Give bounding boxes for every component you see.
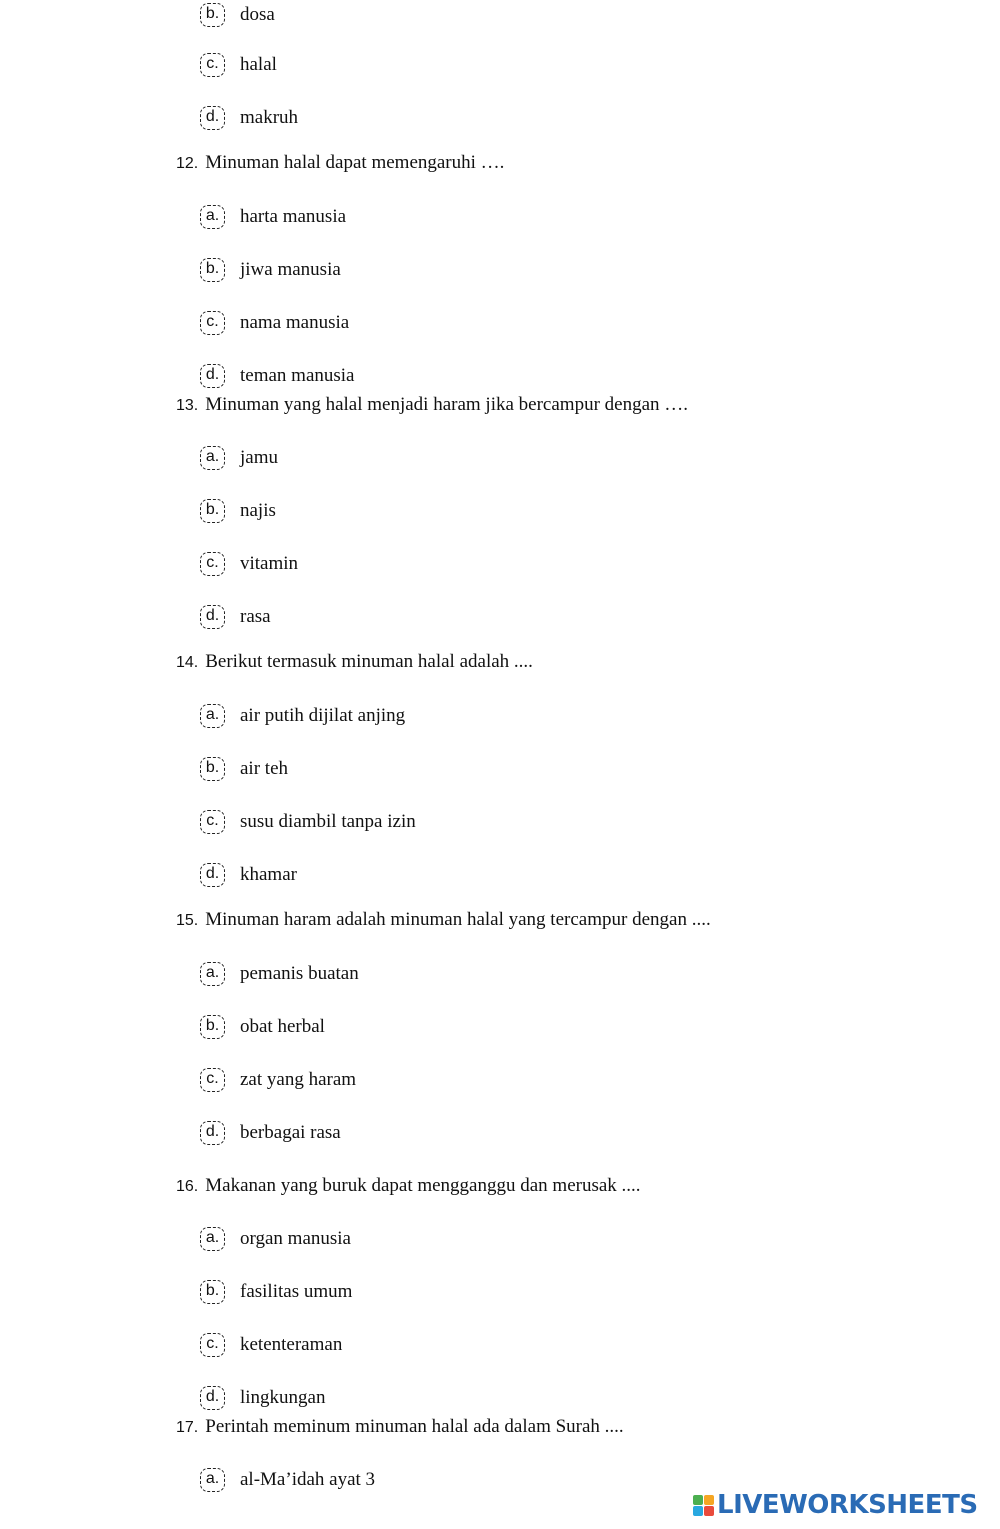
option-text: lingkungan: [240, 1387, 326, 1408]
option-text: vitamin: [240, 553, 299, 574]
option-letter-badge: d.: [200, 1121, 225, 1145]
question-text: Minuman yang halal menjadi haram jika bercampur dengan ….: [205, 394, 689, 415]
option-text: fasilitas umum: [240, 1281, 353, 1302]
option-d[interactable]: [200, 1383, 326, 1413]
option-b[interactable]: [200, 496, 276, 526]
option-letter-badge: c.: [200, 1068, 225, 1092]
option-c[interactable]: [200, 1330, 342, 1360]
option-letter-badge: b.: [200, 258, 225, 282]
option-letter-badge: c.: [200, 311, 225, 335]
question-number: 13.: [176, 397, 199, 414]
option-c[interactable]: [200, 308, 349, 338]
question-13: [176, 394, 688, 417]
question-text: Minuman haram adalah minuman halal yang tercampur dengan ....: [205, 909, 711, 930]
question-number: 14.: [176, 654, 199, 671]
logo-text: LIVEWORKSHEETS: [717, 1490, 978, 1520]
question-number: 17.: [176, 1419, 199, 1436]
option-letter-badge: d.: [200, 1386, 225, 1410]
option-a[interactable]: [200, 443, 278, 473]
option-text: zat yang haram: [240, 1069, 357, 1090]
option-d[interactable]: [200, 1118, 341, 1148]
option-text: organ manusia: [240, 1228, 351, 1249]
option-text: jiwa manusia: [240, 259, 341, 280]
option-d[interactable]: [200, 860, 297, 890]
option-text: najis: [240, 500, 276, 521]
option-c[interactable]: [200, 549, 298, 579]
question-12: [176, 152, 504, 175]
option-letter-badge: b.: [200, 757, 225, 781]
option-letter-badge: a.: [200, 704, 225, 728]
option-a[interactable]: [200, 1224, 351, 1254]
option-text: ketenteraman: [240, 1334, 343, 1355]
option-letter-badge: d.: [200, 106, 225, 130]
option-letter-badge: d.: [200, 863, 225, 887]
liveworksheets-logo: [693, 1490, 978, 1520]
option-text: air putih dijilat anjing: [240, 705, 406, 726]
option-text: harta manusia: [240, 206, 347, 227]
option-b[interactable]: [200, 0, 275, 30]
option-letter-badge: d.: [200, 605, 225, 629]
option-letter-badge: a.: [200, 1468, 225, 1492]
option-letter-badge: c.: [200, 810, 225, 834]
question-text: Perintah meminum minuman halal ada dalam Surah ....: [205, 1416, 624, 1437]
option-c[interactable]: [200, 50, 277, 80]
question-text: Makanan yang buruk dapat mengganggu dan merusak ....: [205, 1175, 641, 1196]
option-text: rasa: [240, 606, 271, 627]
question-number: 16.: [176, 1178, 199, 1195]
option-letter-badge: a.: [200, 1227, 225, 1251]
option-text: al-Ma’idah ayat 3: [240, 1469, 376, 1490]
option-text: nama manusia: [240, 312, 350, 333]
option-b[interactable]: [200, 1277, 352, 1307]
option-c[interactable]: [200, 1065, 356, 1095]
logo-square: [704, 1506, 714, 1516]
logo-grid-icon: [693, 1495, 714, 1516]
option-b[interactable]: [200, 1012, 325, 1042]
option-letter-badge: b.: [200, 499, 225, 523]
option-letter-badge: b.: [200, 1280, 225, 1304]
option-text: air teh: [240, 758, 289, 779]
option-text: makruh: [240, 107, 299, 128]
question-text: Berikut termasuk minuman halal adalah ....: [205, 651, 533, 672]
option-text: pemanis buatan: [240, 963, 359, 984]
option-b[interactable]: [200, 754, 288, 784]
option-text: berbagai rasa: [240, 1122, 341, 1143]
question-16: [176, 1175, 641, 1198]
option-c[interactable]: [200, 807, 416, 837]
option-d[interactable]: [200, 103, 298, 133]
logo-square: [704, 1495, 714, 1505]
option-letter-badge: a.: [200, 962, 225, 986]
option-b[interactable]: [200, 255, 341, 285]
option-a[interactable]: [200, 701, 405, 731]
option-letter-badge: b.: [200, 3, 225, 27]
option-d[interactable]: [200, 361, 355, 391]
option-letter-badge: c.: [200, 1333, 225, 1357]
option-a[interactable]: [200, 959, 359, 989]
question-text: Minuman halal dapat memengaruhi ….: [205, 152, 505, 173]
logo-square: [693, 1495, 703, 1505]
option-letter-badge: d.: [200, 364, 225, 388]
question-number: 15.: [176, 912, 199, 929]
option-text: susu diambil tanpa izin: [240, 811, 416, 832]
question-14: [176, 651, 533, 674]
question-17: [176, 1416, 624, 1439]
option-letter-badge: c.: [200, 552, 225, 576]
option-text: halal: [240, 54, 277, 75]
option-text: obat herbal: [240, 1016, 325, 1037]
option-text: jamu: [240, 447, 278, 468]
question-number: 12.: [176, 155, 199, 172]
option-letter-badge: c.: [200, 53, 225, 77]
option-text: dosa: [240, 4, 275, 25]
option-letter-badge: a.: [200, 205, 225, 229]
option-a[interactable]: [200, 1465, 375, 1495]
option-text: khamar: [240, 864, 297, 885]
option-letter-badge: b.: [200, 1015, 225, 1039]
option-a[interactable]: [200, 202, 346, 232]
option-d[interactable]: [200, 602, 271, 632]
logo-square: [693, 1506, 703, 1516]
question-15: [176, 909, 711, 932]
option-text: teman manusia: [240, 365, 355, 386]
option-letter-badge: a.: [200, 446, 225, 470]
